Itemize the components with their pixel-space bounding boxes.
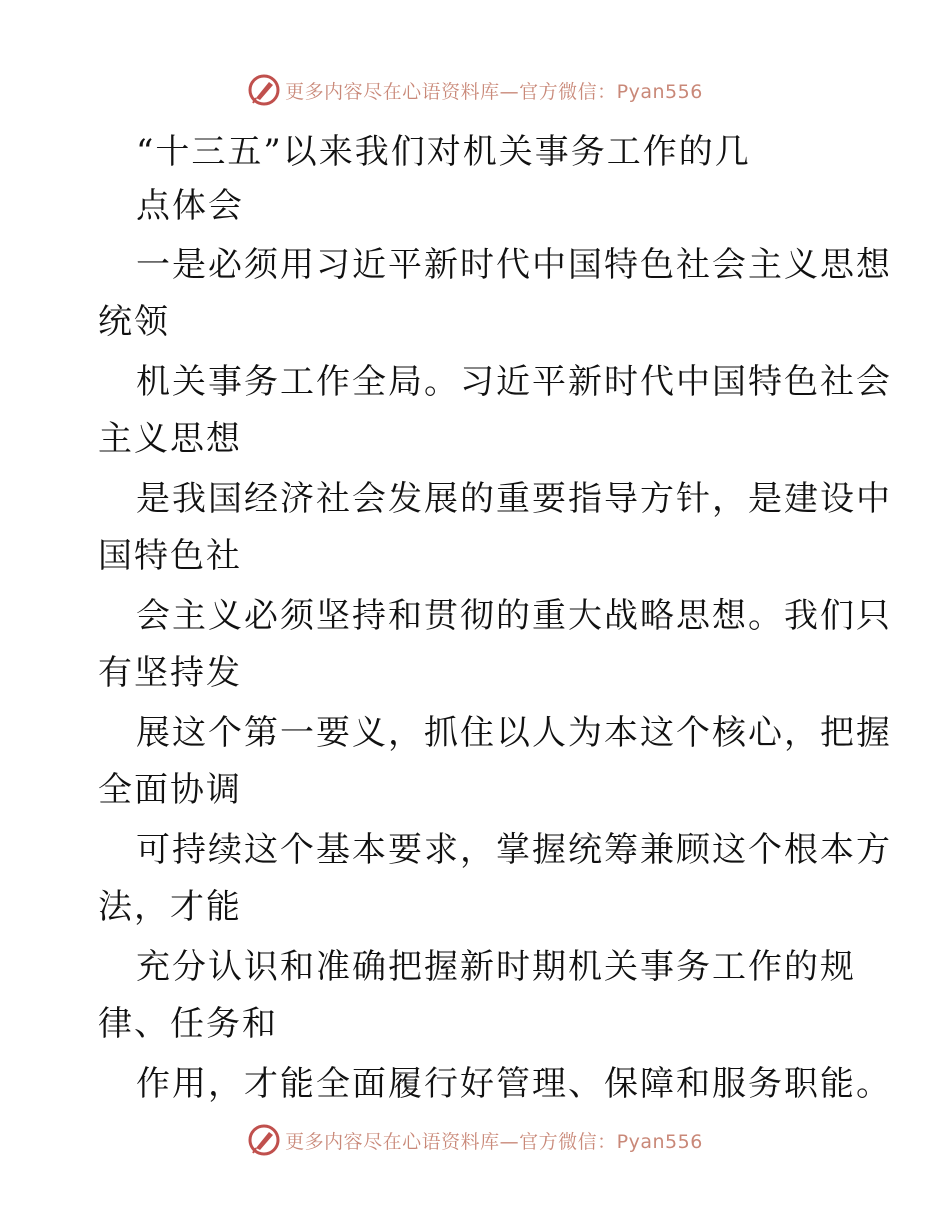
doc-line: 充分认识和准确把握新时期机关事务工作的规 xyxy=(136,947,856,987)
doc-line: 机关事务工作全局。习近平新时代中国特色社会 xyxy=(136,362,892,402)
doc-line: 一是必须用习近平新时代中国特色社会主义思想 xyxy=(136,245,892,285)
doc-line: 法，才能 xyxy=(98,887,242,927)
footer-watermark xyxy=(0,1120,950,1160)
header-watermark xyxy=(0,70,950,110)
doc-line: 律、任务和 xyxy=(98,1004,278,1044)
doc-line: 有坚持发 xyxy=(98,653,242,693)
doc-line: 展这个第一要义，抓住以人为本这个核心，把握 xyxy=(136,713,892,753)
doc-line: 会主义必须坚持和贯彻的重大战略思想。我们只 xyxy=(136,596,892,636)
doc-line: “十三五”以来我们对机关事务工作的几 xyxy=(136,132,751,172)
doc-line: 可持续这个基本要求，掌握统筹兼顾这个根本方 xyxy=(136,830,892,870)
watermark-text: 更多内容尽在心语资料库—官方微信：Pyan556 xyxy=(285,80,703,103)
doc-line: 作用，才能全面履行好管理、保障和服务职能。 xyxy=(136,1064,892,1104)
doc-line: 是我国经济社会发展的重要指导方针，是建设中 xyxy=(136,479,892,519)
doc-line: 国特色社 xyxy=(98,536,242,576)
quill-logo-icon xyxy=(247,1123,281,1157)
doc-line: 点体会 xyxy=(136,186,244,226)
doc-line: 全面协调 xyxy=(98,770,242,810)
quill-logo-icon xyxy=(247,73,281,107)
doc-line: 统领 xyxy=(98,302,170,342)
watermark-text: 更多内容尽在心语资料库—官方微信：Pyan556 xyxy=(285,1130,703,1153)
doc-line: 主义思想 xyxy=(98,419,242,459)
